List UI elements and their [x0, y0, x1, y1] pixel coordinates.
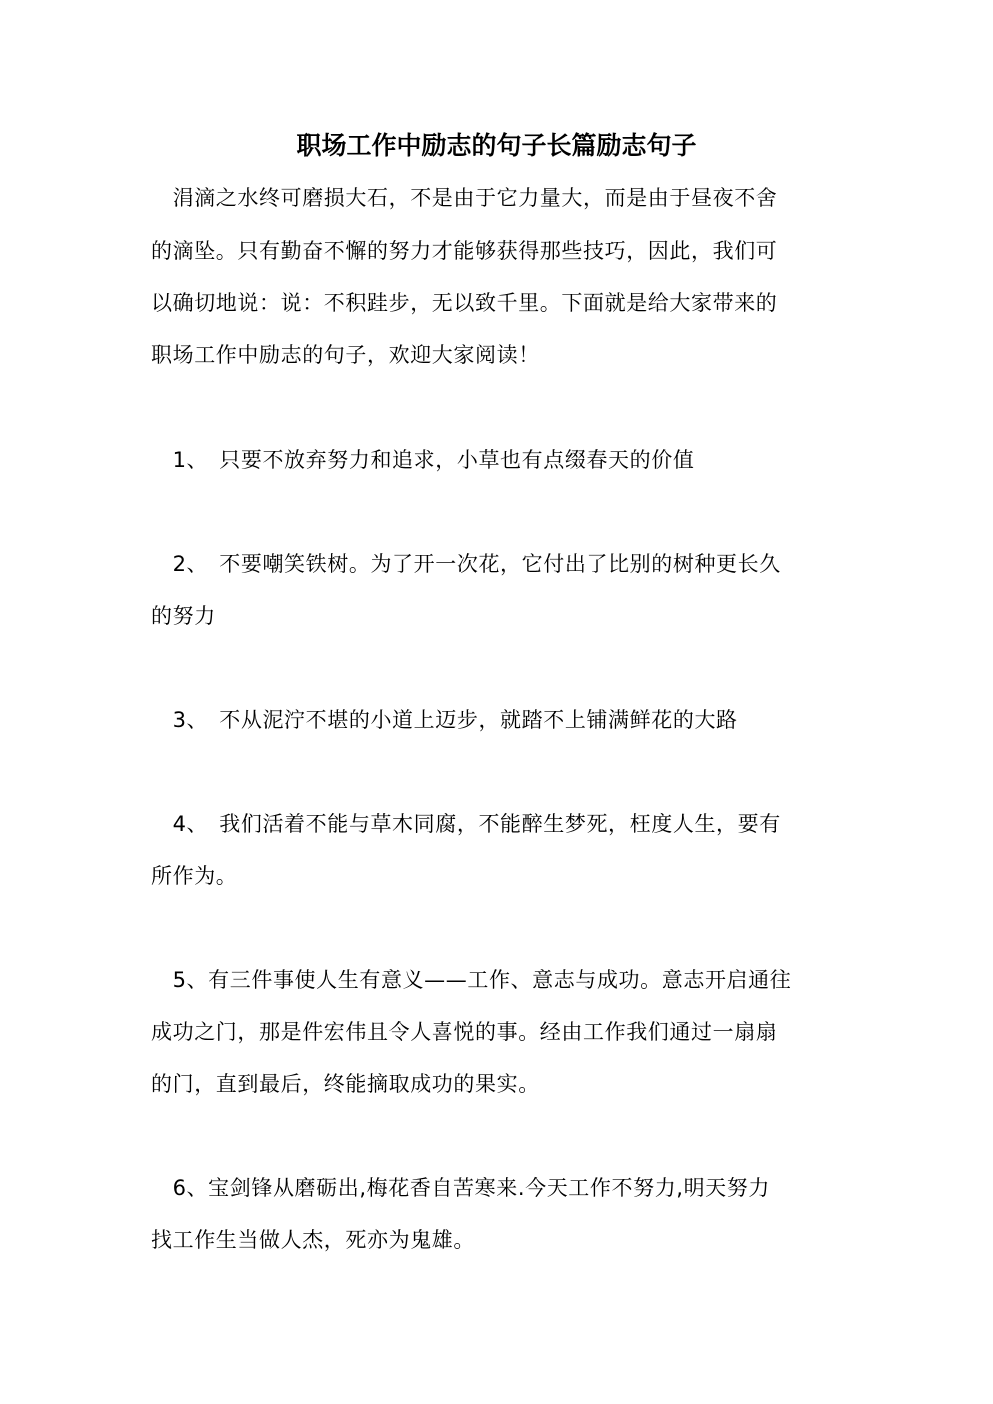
list-item-line: 所作为。	[151, 864, 238, 888]
intro-line: 以确切地说：说：不积跬步，无以致千里。下面就是给大家带来的	[151, 291, 778, 315]
list-item-line: 5、有三件事使人生有意义——工作、意志与成功。意志开启通往	[151, 968, 792, 992]
intro-line: 涓滴之水终可磨损大石，不是由于它力量大，而是由于昼夜不舍	[151, 186, 778, 210]
list-item-line: 的努力	[151, 604, 216, 628]
list-item-line: 1、 只要不放弃努力和追求，小草也有点缀春天的价值	[151, 448, 695, 472]
list-item-line: 4、 我们活着不能与草木同腐，不能醉生梦死，枉度人生，要有	[151, 812, 781, 836]
list-item-line: 3、 不从泥泞不堪的小道上迈步，就踏不上铺满鲜花的大路	[151, 708, 738, 732]
list-item-line: 的门，直到最后，终能摘取成功的果实。	[151, 1072, 540, 1096]
intro-line: 的滴坠。只有勤奋不懈的努力才能够获得那些技巧，因此，我们可	[151, 239, 778, 263]
intro-line: 职场工作中励志的句子，欢迎大家阅读！	[151, 343, 540, 367]
list-item-line: 成功之门，那是件宏伟且令人喜悦的事。经由工作我们通过一扇扇	[151, 1020, 778, 1044]
list-item-line: 6、宝剑锋从磨砺出,梅花香自苦寒来.今天工作不努力,明天努力	[151, 1176, 770, 1200]
list-item-line: 2、 不要嘲笑铁树。为了开一次花，它付出了比别的树种更长久	[151, 552, 781, 576]
list-item-line: 找工作生当做人杰，死亦为鬼雄。	[151, 1228, 475, 1252]
document-title: 职场工作中励志的句子长篇励志句子	[296, 131, 697, 160]
